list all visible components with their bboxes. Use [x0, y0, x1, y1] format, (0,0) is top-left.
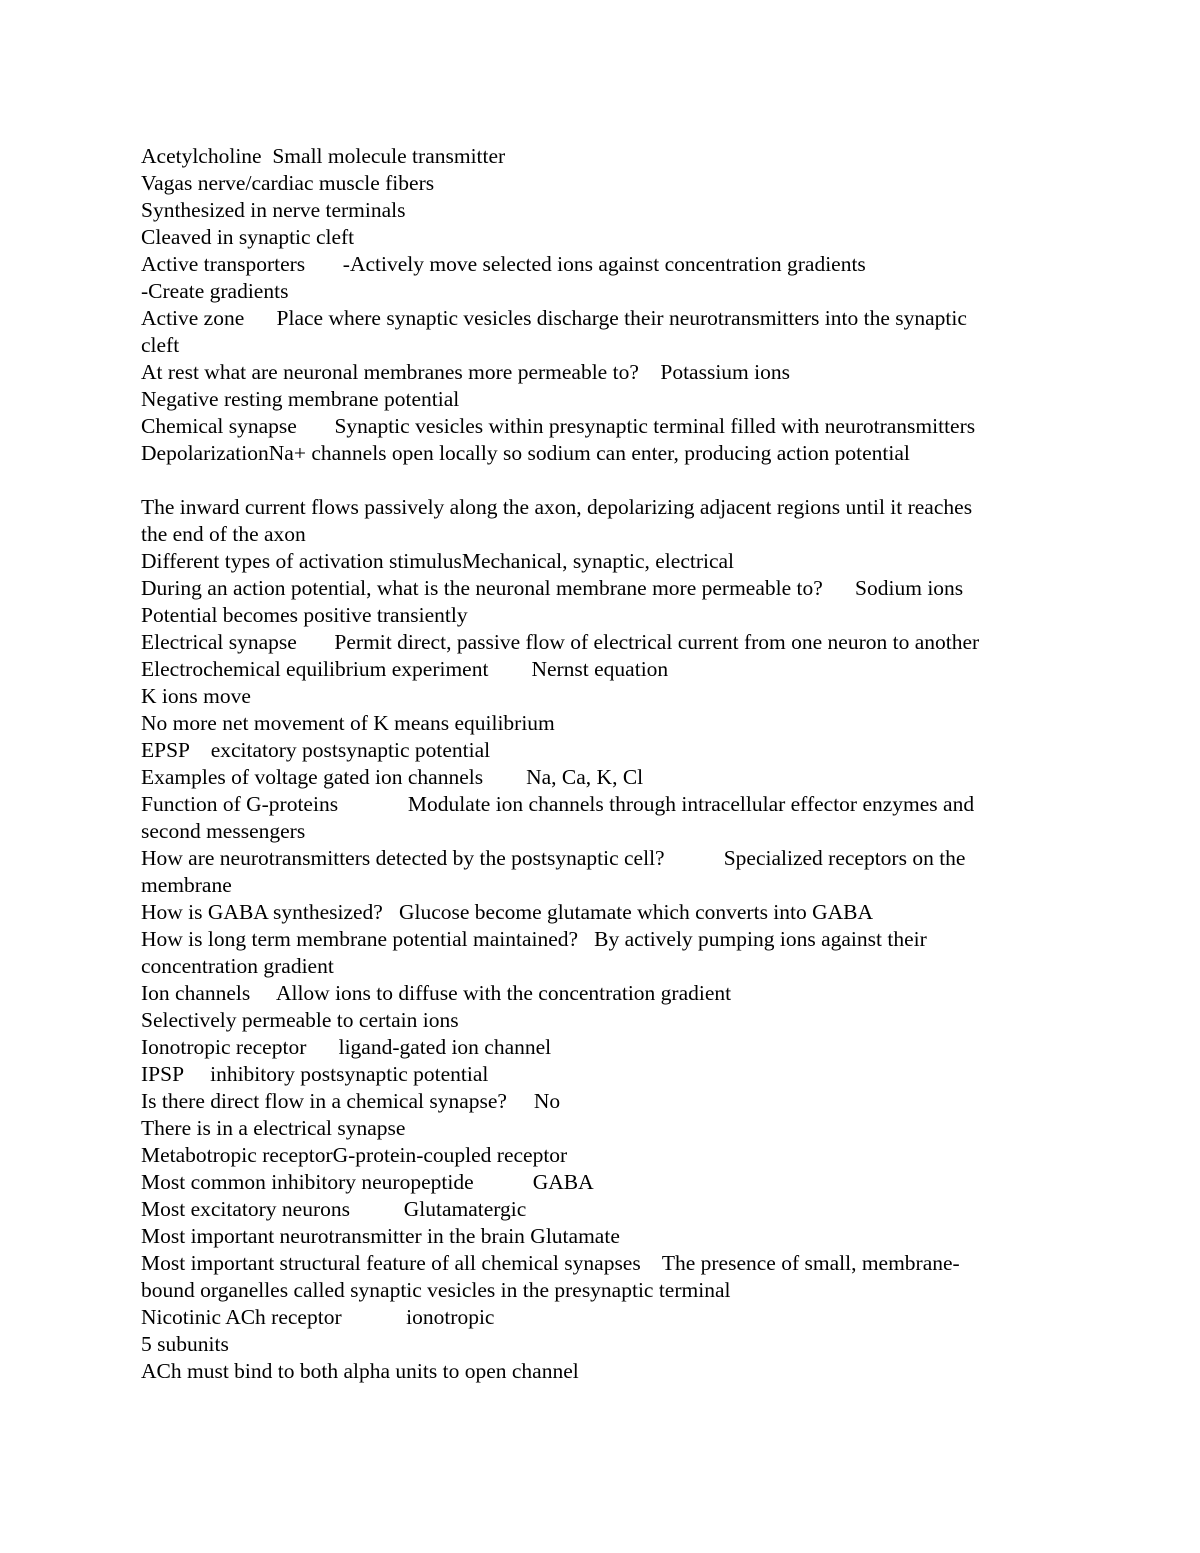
text-line: Electrochemical equilibrium experiment Nernst equation: [141, 657, 669, 681]
text-line: Selectively permeable to certain ions: [141, 1008, 459, 1032]
text-line: Cleaved in synaptic cleft: [141, 225, 355, 249]
text-line: Examples of voltage gated ion channels Na, Ca, K, Cl: [141, 765, 644, 789]
text-line: Ionotropic receptor ligand-gated ion channel: [141, 1035, 552, 1059]
text-line: Nicotinic ACh receptor ionotropic: [141, 1305, 495, 1329]
text-line: There is in a electrical synapse: [141, 1116, 406, 1140]
text-line: Is there direct flow in a chemical synapse? No: [141, 1089, 561, 1113]
text-line: the end of the axon: [141, 522, 306, 546]
text-line: Function of G-proteins Modulate ion channels through intracellular effector enzymes and: [141, 792, 975, 816]
text-line: DepolarizationNa+ channels open locally so sodium can enter, producing action potential: [141, 441, 910, 465]
text-line: concentration gradient: [141, 954, 334, 978]
text-line: How are neurotransmitters detected by the postsynaptic cell? Specialized receptors on the: [141, 846, 966, 870]
blank-line: [141, 467, 1071, 494]
text-line: Different types of activation stimulusMechanical, synaptic, electrical: [141, 549, 735, 573]
text-line: No more net movement of K means equilibrium: [141, 711, 555, 735]
text-line: Negative resting membrane potential: [141, 387, 460, 411]
text-line: Most important neurotransmitter in the brain Glutamate: [141, 1224, 620, 1248]
text-line: Electrical synapse Permit direct, passive flow of electrical current from one neuron to another: [141, 630, 980, 654]
text-line: K ions move: [141, 684, 251, 708]
text-line: cleft: [141, 333, 180, 357]
text-line: membrane: [141, 873, 232, 897]
text-line: How is GABA synthesized? Glucose become glutamate which converts into GABA: [141, 900, 874, 924]
text-line: 5 subunits: [141, 1332, 229, 1356]
text-line: IPSP inhibitory postsynaptic potential: [141, 1062, 489, 1086]
text-line: EPSP excitatory postsynaptic potential: [141, 738, 491, 762]
text-line: Metabotropic receptorG-protein-coupled receptor: [141, 1143, 568, 1167]
text-line: Acetylcholine Small molecule transmitter: [141, 144, 506, 168]
text-line: Ion channels Allow ions to diffuse with the concentration gradient: [141, 981, 732, 1005]
text-line: The inward current flows passively along the axon, depolarizing adjacent regions until it reaches: [141, 495, 973, 519]
text-line: -Create gradients: [141, 279, 289, 303]
document-body: [141, 143, 1071, 1385]
text-line: Potential becomes positive transiently: [141, 603, 468, 627]
text-line: second messengers: [141, 819, 306, 843]
text-line: bound organelles called synaptic vesicles in the presynaptic terminal: [141, 1278, 731, 1302]
text-line: Vagas nerve/cardiac muscle fibers: [141, 171, 435, 195]
text-line: Active transporters -Actively move selected ions against concentration gradients: [141, 252, 866, 276]
text-line: Active zone Place where synaptic vesicles discharge their neurotransmitters into the synaptic: [141, 306, 967, 330]
text-line: Chemical synapse Synaptic vesicles within presynaptic terminal filled with neurotransmitters: [141, 414, 976, 438]
text-line: Most important structural feature of all chemical synapses The presence of small, membrane-: [141, 1251, 960, 1275]
text-line: Synthesized in nerve terminals: [141, 198, 406, 222]
text-line: At rest what are neuronal membranes more permeable to? Potassium ions: [141, 360, 790, 384]
text-line: Most common inhibitory neuropeptide GABA: [141, 1170, 594, 1194]
text-line: Most excitatory neurons Glutamatergic: [141, 1197, 527, 1221]
text-line: During an action potential, what is the neuronal membrane more permeable to? Sodium ions: [141, 576, 964, 600]
text-line: ACh must bind to both alpha units to open channel: [141, 1359, 579, 1383]
text-line: How is long term membrane potential maintained? By actively pumping ions against their: [141, 927, 927, 951]
